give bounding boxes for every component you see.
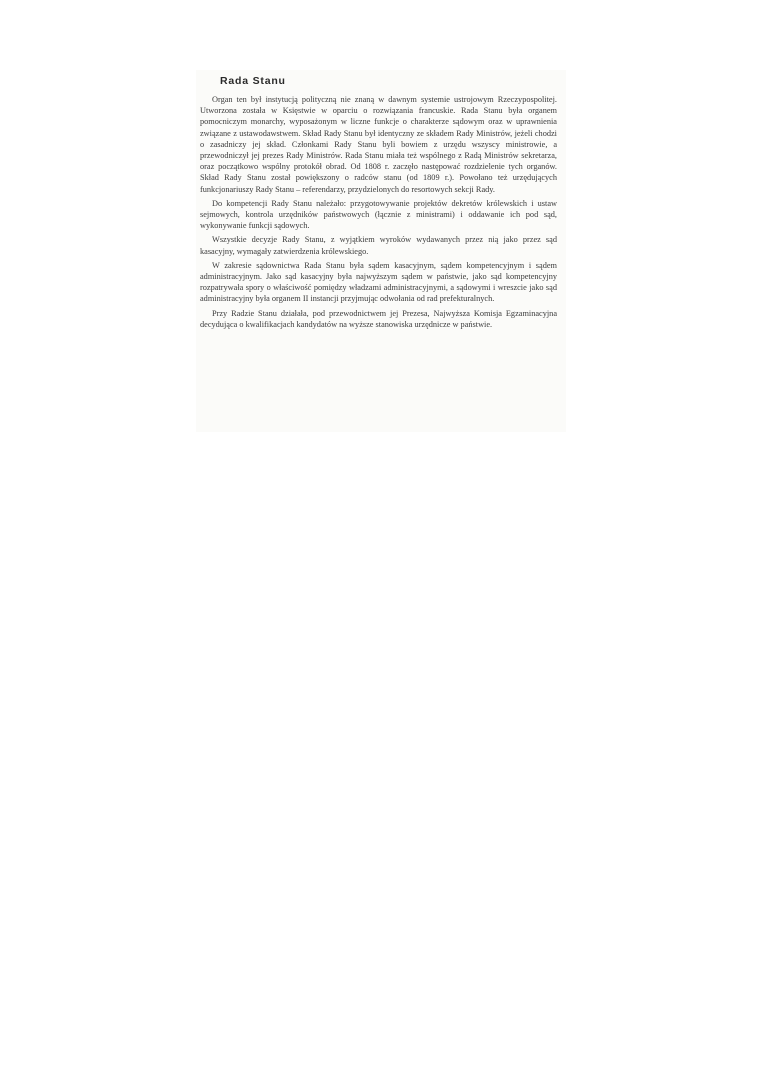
paragraph: W zakresie sądownictwa Rada Stanu była sądem kasacyjnym, sądem kompetencyjnym i sądem administracyjnym. Jako sąd kasacyjny była najwyższym sądem w państwie, jako sąd kompetencyjny rozpatrywała spory o właściwość pomiędzy władzami administracyjnymi, a sądowymi i wreszcie jako sąd administracyjny była organem II instancji przyjmując odwołania od rad prefekturalnych. — [200, 260, 557, 304]
section-heading: Rada Stanu — [220, 75, 286, 87]
paragraph: Wszystkie decyzje Rady Stanu, z wyjątkiem wyroków wydawanych przez nią jako przez sąd kasacyjny, wymagały zatwierdzenia królewskiego. — [200, 235, 557, 256]
paragraph: Do kompetencji Rady Stanu należało: przygotowywanie projektów dekretów królewskich i ustaw sejmowych, kontrola urzędników państwowych (łącznie z ministrami) i oddawanie ich pod sąd, wykonywanie funkcji sądowych. — [200, 198, 557, 231]
paragraph: Organ ten był instytucją polityczną nie znaną w dawnym systemie ustrojowym Rzeczypospolitej. Utworzona została w Księstwie w oparciu o rozwiązania francuskie. Rada Stanu była organem pomocniczym monarchy, wyposażonym w liczne funkcje o charakterze sądowym oraz w uprawnienia związane z ustawodawstwem. Skład Rady Stanu był identyczny ze składem Rady Ministrów, jeżeli chodzi o zasadniczy jej skład. Członkami Rady Stanu byli bowiem z urzędu wszyscy ministrowie, a przewodniczył jej prezes Rady Ministrów. Rada Stanu miała też wspólnego z Radą Ministrów sekretarza, oraz początkowo wspólny protokół obrad. Od 1808 r. zaczęło następować rozdzielenie tych organów. Skład Rady Stanu został powiększony o radców stanu (od 1809 r.). Powołano też urzędujących funkcjonariuszy Rady Stanu – referendarzy, przydzielonych do resortowych sekcji Rady. — [200, 95, 557, 194]
section-body — [200, 94, 557, 333]
paragraph: Przy Radzie Stanu działała, pod przewodnictwem jej Prezesa, Najwyższa Komisja Egzaminacyjna decydująca o kwalifikacjach kandydatów na wyższe stanowiska urzędnicze w państwie. — [200, 308, 557, 329]
